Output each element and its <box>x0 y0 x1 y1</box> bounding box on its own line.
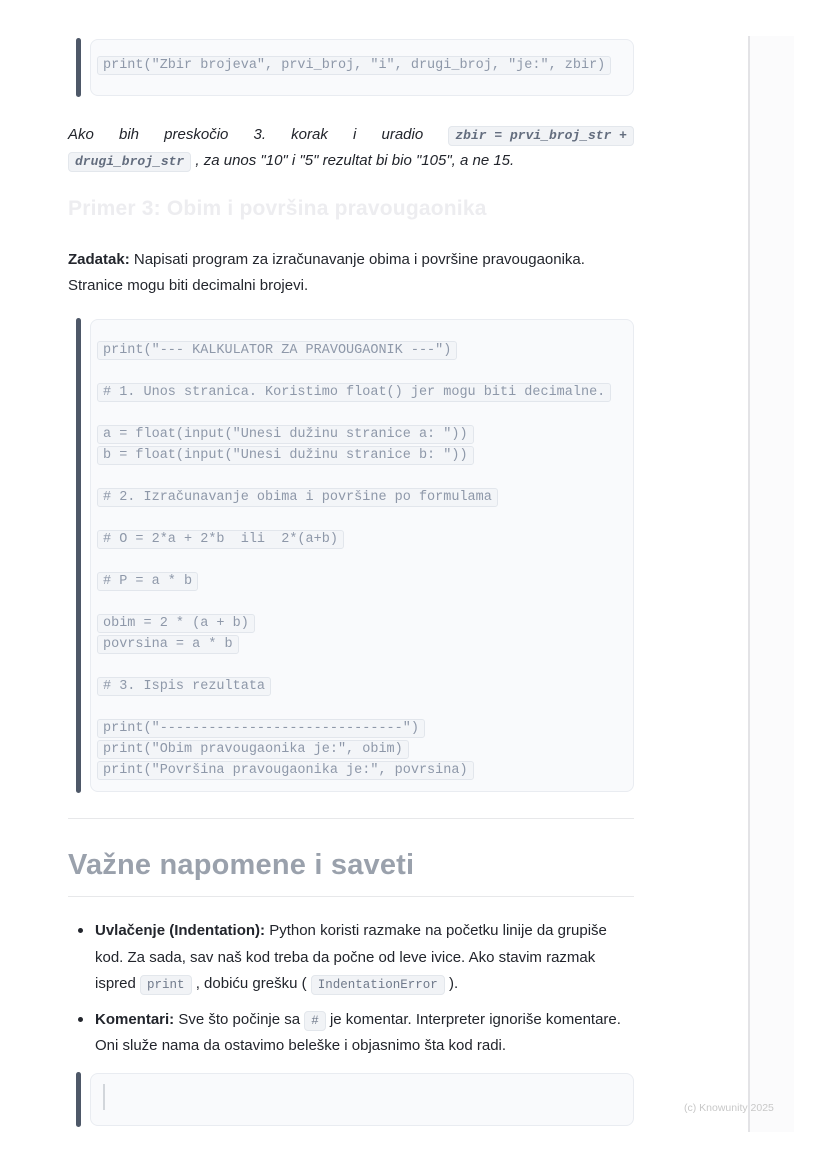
section-divider <box>68 818 634 819</box>
bullet-text: ). <box>444 975 459 992</box>
code-line-text: print("--- KALKULATOR ZA PRAVOUGAONIK ---") <box>97 341 457 360</box>
note-text-1: Ako bih preskočio 3. korak i uradio <box>68 126 424 143</box>
code-block-accent-bar <box>76 318 81 793</box>
code-line <box>97 760 626 781</box>
code-line <box>97 424 626 445</box>
inline-code-print: print <box>140 975 192 995</box>
list-item <box>68 1007 634 1060</box>
code-line-blank <box>97 508 626 529</box>
code-line-text: print("Obim pravougaonika je:", obim) <box>97 740 409 759</box>
code-line <box>97 55 626 76</box>
code-line-text: obim = 2 * (a + b) <box>97 614 255 633</box>
code-line-blank <box>97 466 626 487</box>
page-edge-band <box>750 36 794 1132</box>
code-line-text: # O = 2*a + 2*b ili 2*(a+b) <box>97 530 344 549</box>
bullet-text: , dobiću grešku ( <box>191 975 311 992</box>
code-line-text: print("Zbir brojeva", prvi_broj, "i", drugi_broj, "je:", zbir) <box>97 56 611 75</box>
code-line-blank <box>97 403 626 424</box>
inline-code-zbir-expr: zbir = prvi_broj_str + <box>448 126 634 146</box>
code-block-accent-bar <box>76 38 81 97</box>
heading-underline <box>68 896 634 897</box>
bullet-bold-label: Uvlačenje (Indentation): <box>95 922 266 939</box>
heading-primer-3: Primer 3: Obim i površina pravougaonika <box>68 197 487 220</box>
code-line <box>97 634 626 655</box>
note-text-2: , za unos "10" i "5" rezultat bi bio "105", a ne 15. <box>191 152 515 169</box>
code-line-text: a = float(input("Unesi dužinu stranice a: ")) <box>97 425 474 444</box>
bullet-bold-label: Komentari: <box>95 1010 175 1028</box>
code-line <box>97 613 626 634</box>
code-line <box>97 445 626 466</box>
code-block-empty <box>68 1072 634 1127</box>
heading-vazne-napomene: Važne napomene i saveti <box>68 849 415 881</box>
code-line <box>97 529 626 550</box>
bullet-icon <box>78 928 83 933</box>
code-line <box>97 340 626 361</box>
task-text: Napisati program za izračunavanje obima i površine pravougaonika. Stranice mogu biti decimalni brojevi. <box>68 251 585 294</box>
bullet-text: je komentar. Interpreter ignoriše komentare. Oni služe nama da ostavimo beleške i objasnimo šta kod radi. <box>95 1010 621 1054</box>
watermark-label: (c) Knowunity 2025 <box>684 1102 774 1114</box>
code-block-zbir-print <box>68 38 634 97</box>
code-line-text: povrsina = a * b <box>97 635 239 654</box>
code-line-blank <box>97 592 626 613</box>
code-line-text: # 2. Izračunavanje obima i površine po formulama <box>97 488 498 507</box>
code-block-accent-bar <box>76 1072 81 1127</box>
code-line-blank <box>97 550 626 571</box>
code-line-text: print("------------------------------") <box>97 719 425 738</box>
page-edge-line <box>748 36 750 1132</box>
inline-code-drugi-broj-str: drugi_broj_str <box>68 152 191 172</box>
notes-bullet-list <box>68 918 634 1069</box>
bullet-text: Python koristi razmake na početku linije da grupiše kod. Za sada, sav naš kod treba da počne od leve ivice. Ako stavim razmak ispred <box>95 922 607 992</box>
code-line <box>97 382 626 403</box>
list-item <box>68 918 634 998</box>
code-line-blank <box>97 361 626 382</box>
code-line <box>97 487 626 508</box>
note-paragraph-line2 <box>68 148 634 174</box>
code-block-box <box>90 1073 634 1126</box>
text-cursor <box>103 1084 105 1110</box>
code-line <box>97 676 626 697</box>
code-line <box>97 718 626 739</box>
task-label: Zadatak: <box>68 251 130 268</box>
inline-code-indentationerror: IndentationError <box>311 975 445 995</box>
code-line-blank <box>97 655 626 676</box>
code-line <box>97 739 626 760</box>
code-line-text: # 1. Unos stranica. Koristimo float() jer mogu biti decimalne. <box>97 383 611 402</box>
bullet-text: Sve što počinje sa <box>174 1010 305 1028</box>
code-block-kalkulator <box>68 318 634 793</box>
code-line-text: # 3. Ispis rezultata <box>97 677 271 696</box>
code-line-text: b = float(input("Unesi dužinu stranice b: ")) <box>97 446 474 465</box>
note-paragraph-line1 <box>68 122 634 148</box>
code-line-text: # P = a * b <box>97 572 198 591</box>
code-line <box>97 571 626 592</box>
code-line-blank <box>97 697 626 718</box>
task-paragraph <box>68 247 634 299</box>
note-paragraph <box>68 122 634 174</box>
code-line-text: print("Površina pravougaonika je:", povrsina) <box>97 761 474 780</box>
inline-code-hash: # <box>304 1011 326 1031</box>
bullet-icon <box>78 1017 83 1022</box>
